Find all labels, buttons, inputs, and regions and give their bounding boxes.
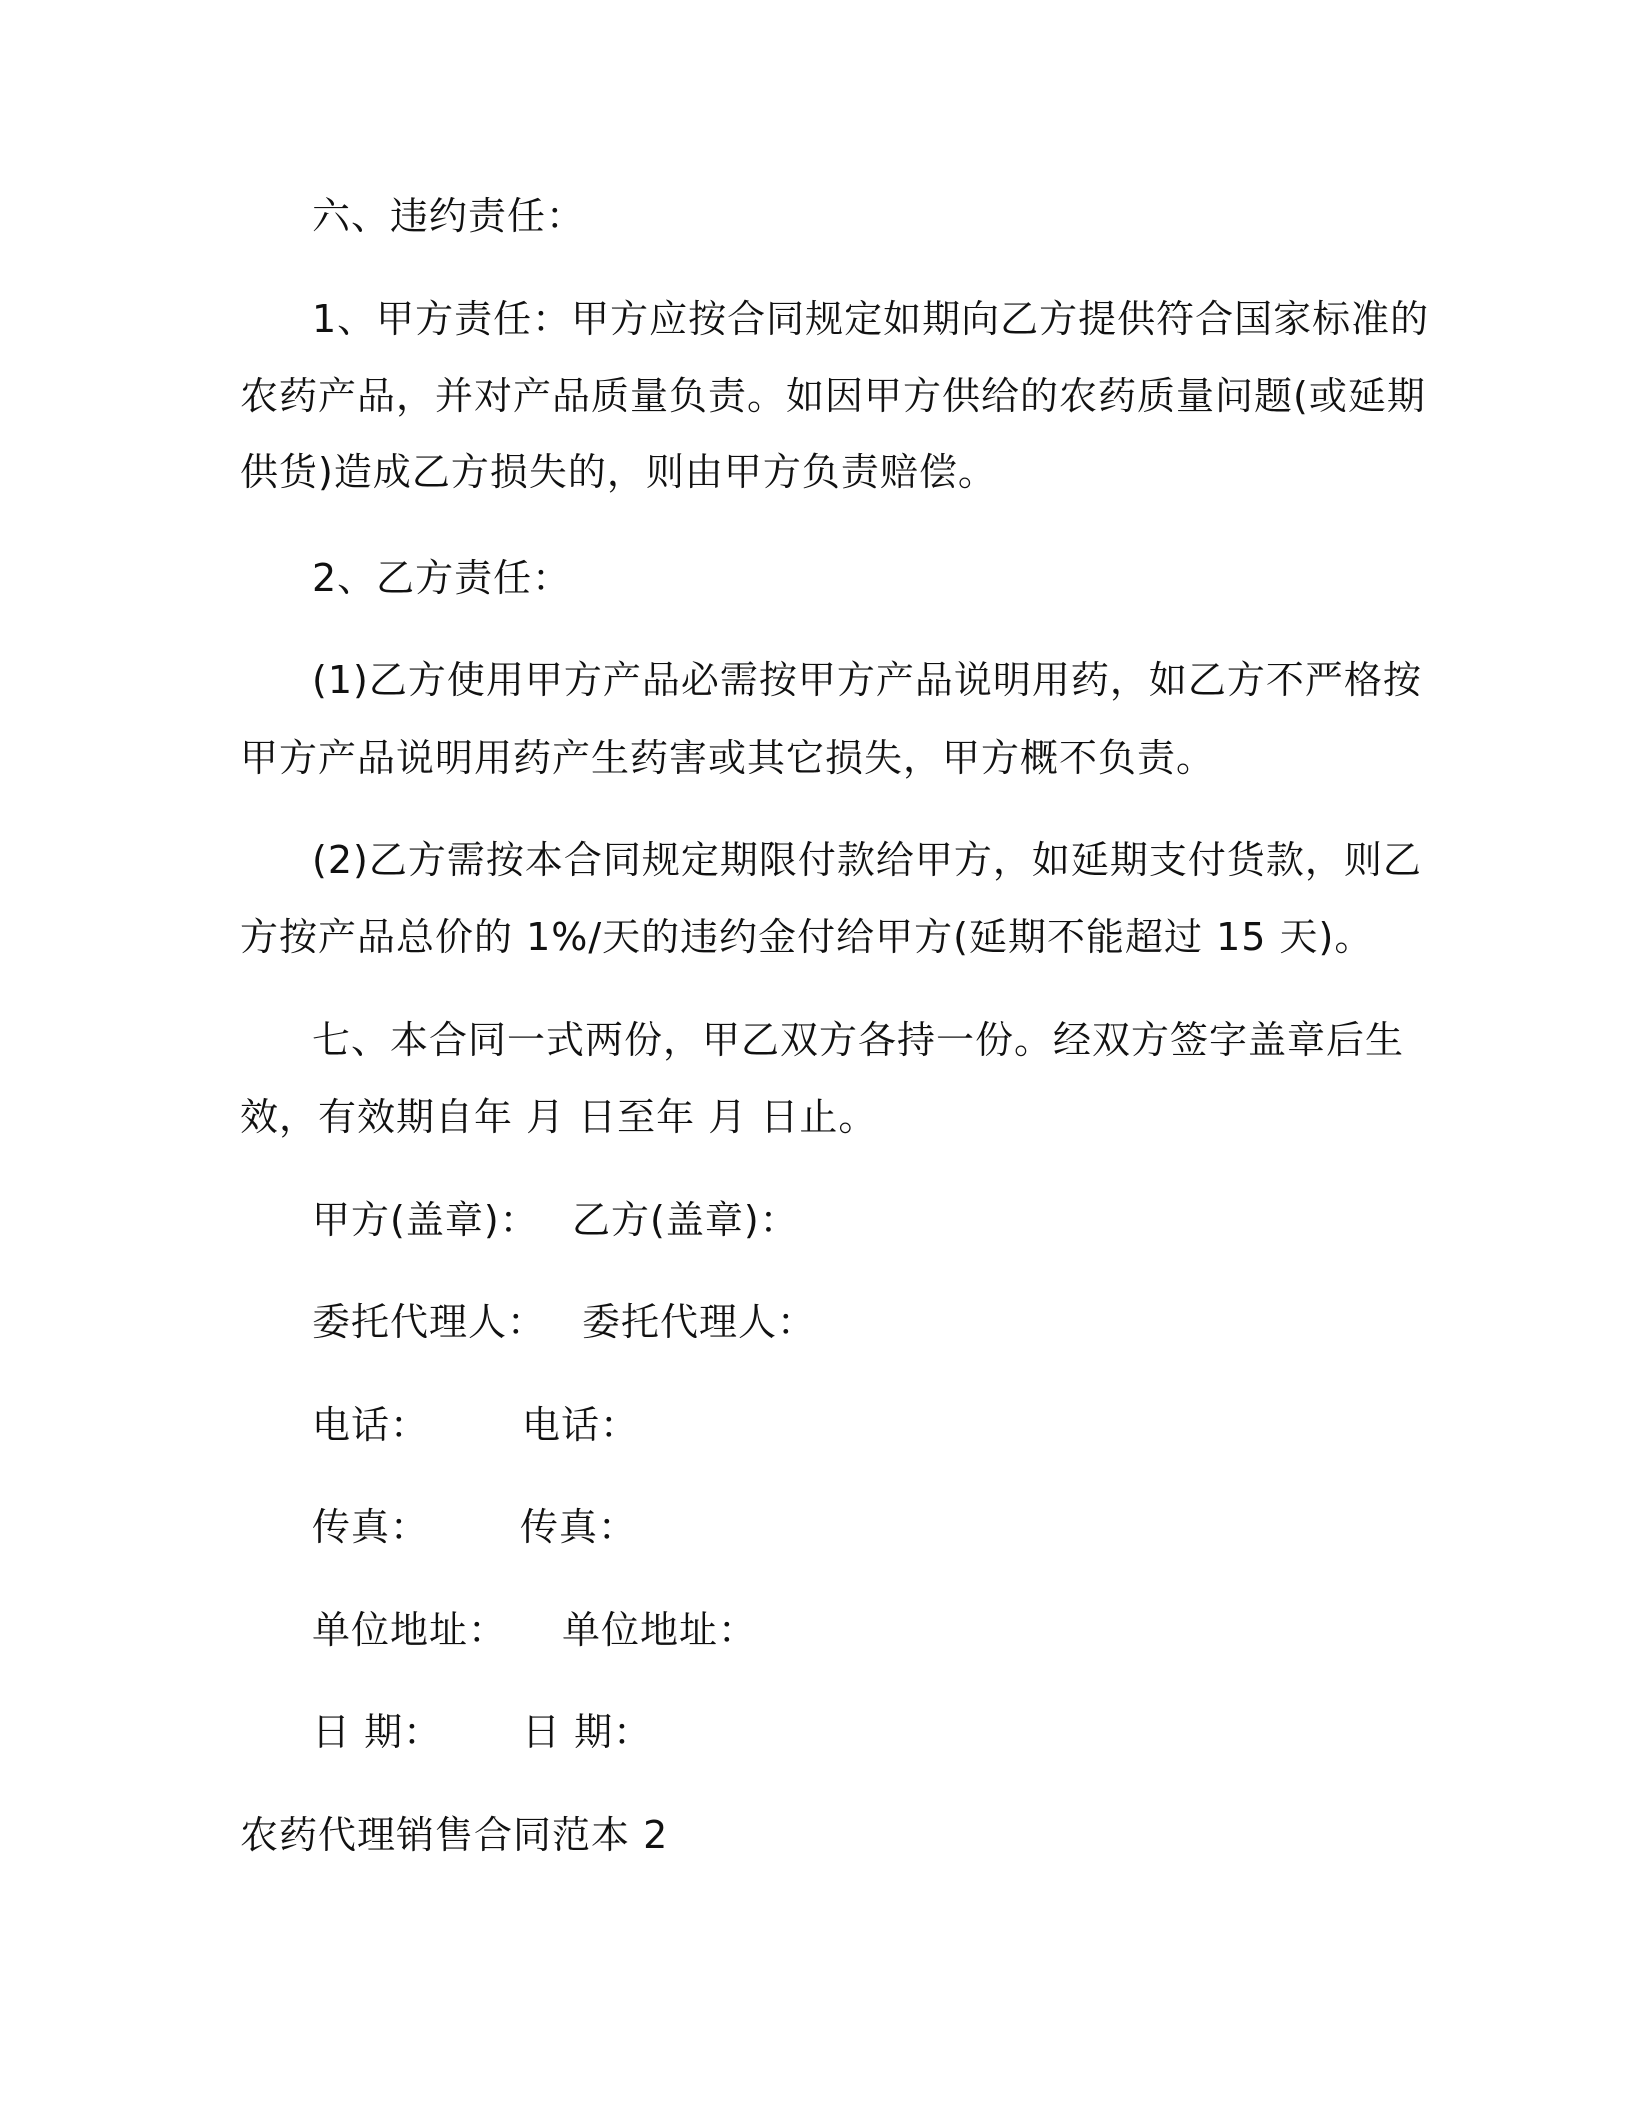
party-b-fax-label: 传真： bbox=[520, 1505, 638, 1549]
next-section-title: 农药代理销售合同范本 2 bbox=[240, 1813, 669, 1857]
party-b-address-label: 单位地址： bbox=[562, 1608, 758, 1652]
party-b-agent-label: 委托代理人： bbox=[582, 1300, 817, 1344]
item-1-line-3: 供货)造成乙方损失的，则由甲方负责赔偿。 bbox=[240, 450, 997, 494]
party-a-date-label: 日 期： bbox=[312, 1710, 443, 1754]
party-a-seal-label: 甲方(盖章)： bbox=[312, 1198, 539, 1242]
party-a-address-label: 单位地址： bbox=[312, 1608, 508, 1652]
party-b-seal-label: 乙方(盖章)： bbox=[572, 1198, 799, 1242]
item-1-line-1: 1、甲方责任：甲方应按合同规定如期向乙方提供符合国家标准的 bbox=[312, 297, 1430, 341]
party-b-date-label: 日 期： bbox=[522, 1710, 653, 1754]
party-a-fax-label: 传真： bbox=[312, 1505, 430, 1549]
item-2-heading: 2、乙方责任： bbox=[312, 556, 572, 600]
item-1-line-2: 农药产品，并对产品质量负责。如因甲方供给的农药质量问题(或延期 bbox=[240, 374, 1426, 418]
section-7-line-1: 七、本合同一式两份，甲乙双方各持一份。经双方签字盖章后生 bbox=[312, 1018, 1405, 1062]
party-a-agent-label: 委托代理人： bbox=[312, 1300, 547, 1344]
item-2-sub-2-line-1: (2)乙方需按本合同规定期限付款给甲方，如延期支付货款，则乙 bbox=[312, 838, 1422, 882]
item-2-sub-2-line-2: 方按产品总价的 1%/天的违约金付给甲方(延期不能超过 15 天)。 bbox=[240, 915, 1374, 959]
party-b-phone-label: 电话： bbox=[522, 1403, 640, 1447]
item-2-sub-1-line-1: (1)乙方使用甲方产品必需按甲方产品说明用药，如乙方不严格按 bbox=[312, 658, 1422, 702]
item-2-sub-1-line-2: 甲方产品说明用药产生药害或其它损失，甲方概不负责。 bbox=[240, 736, 1216, 780]
section-7-line-2: 效，有效期自年 月 日至年 月 日止。 bbox=[240, 1095, 878, 1139]
party-a-phone-label: 电话： bbox=[312, 1403, 430, 1447]
section-6-heading: 六、违约责任： bbox=[312, 194, 586, 238]
